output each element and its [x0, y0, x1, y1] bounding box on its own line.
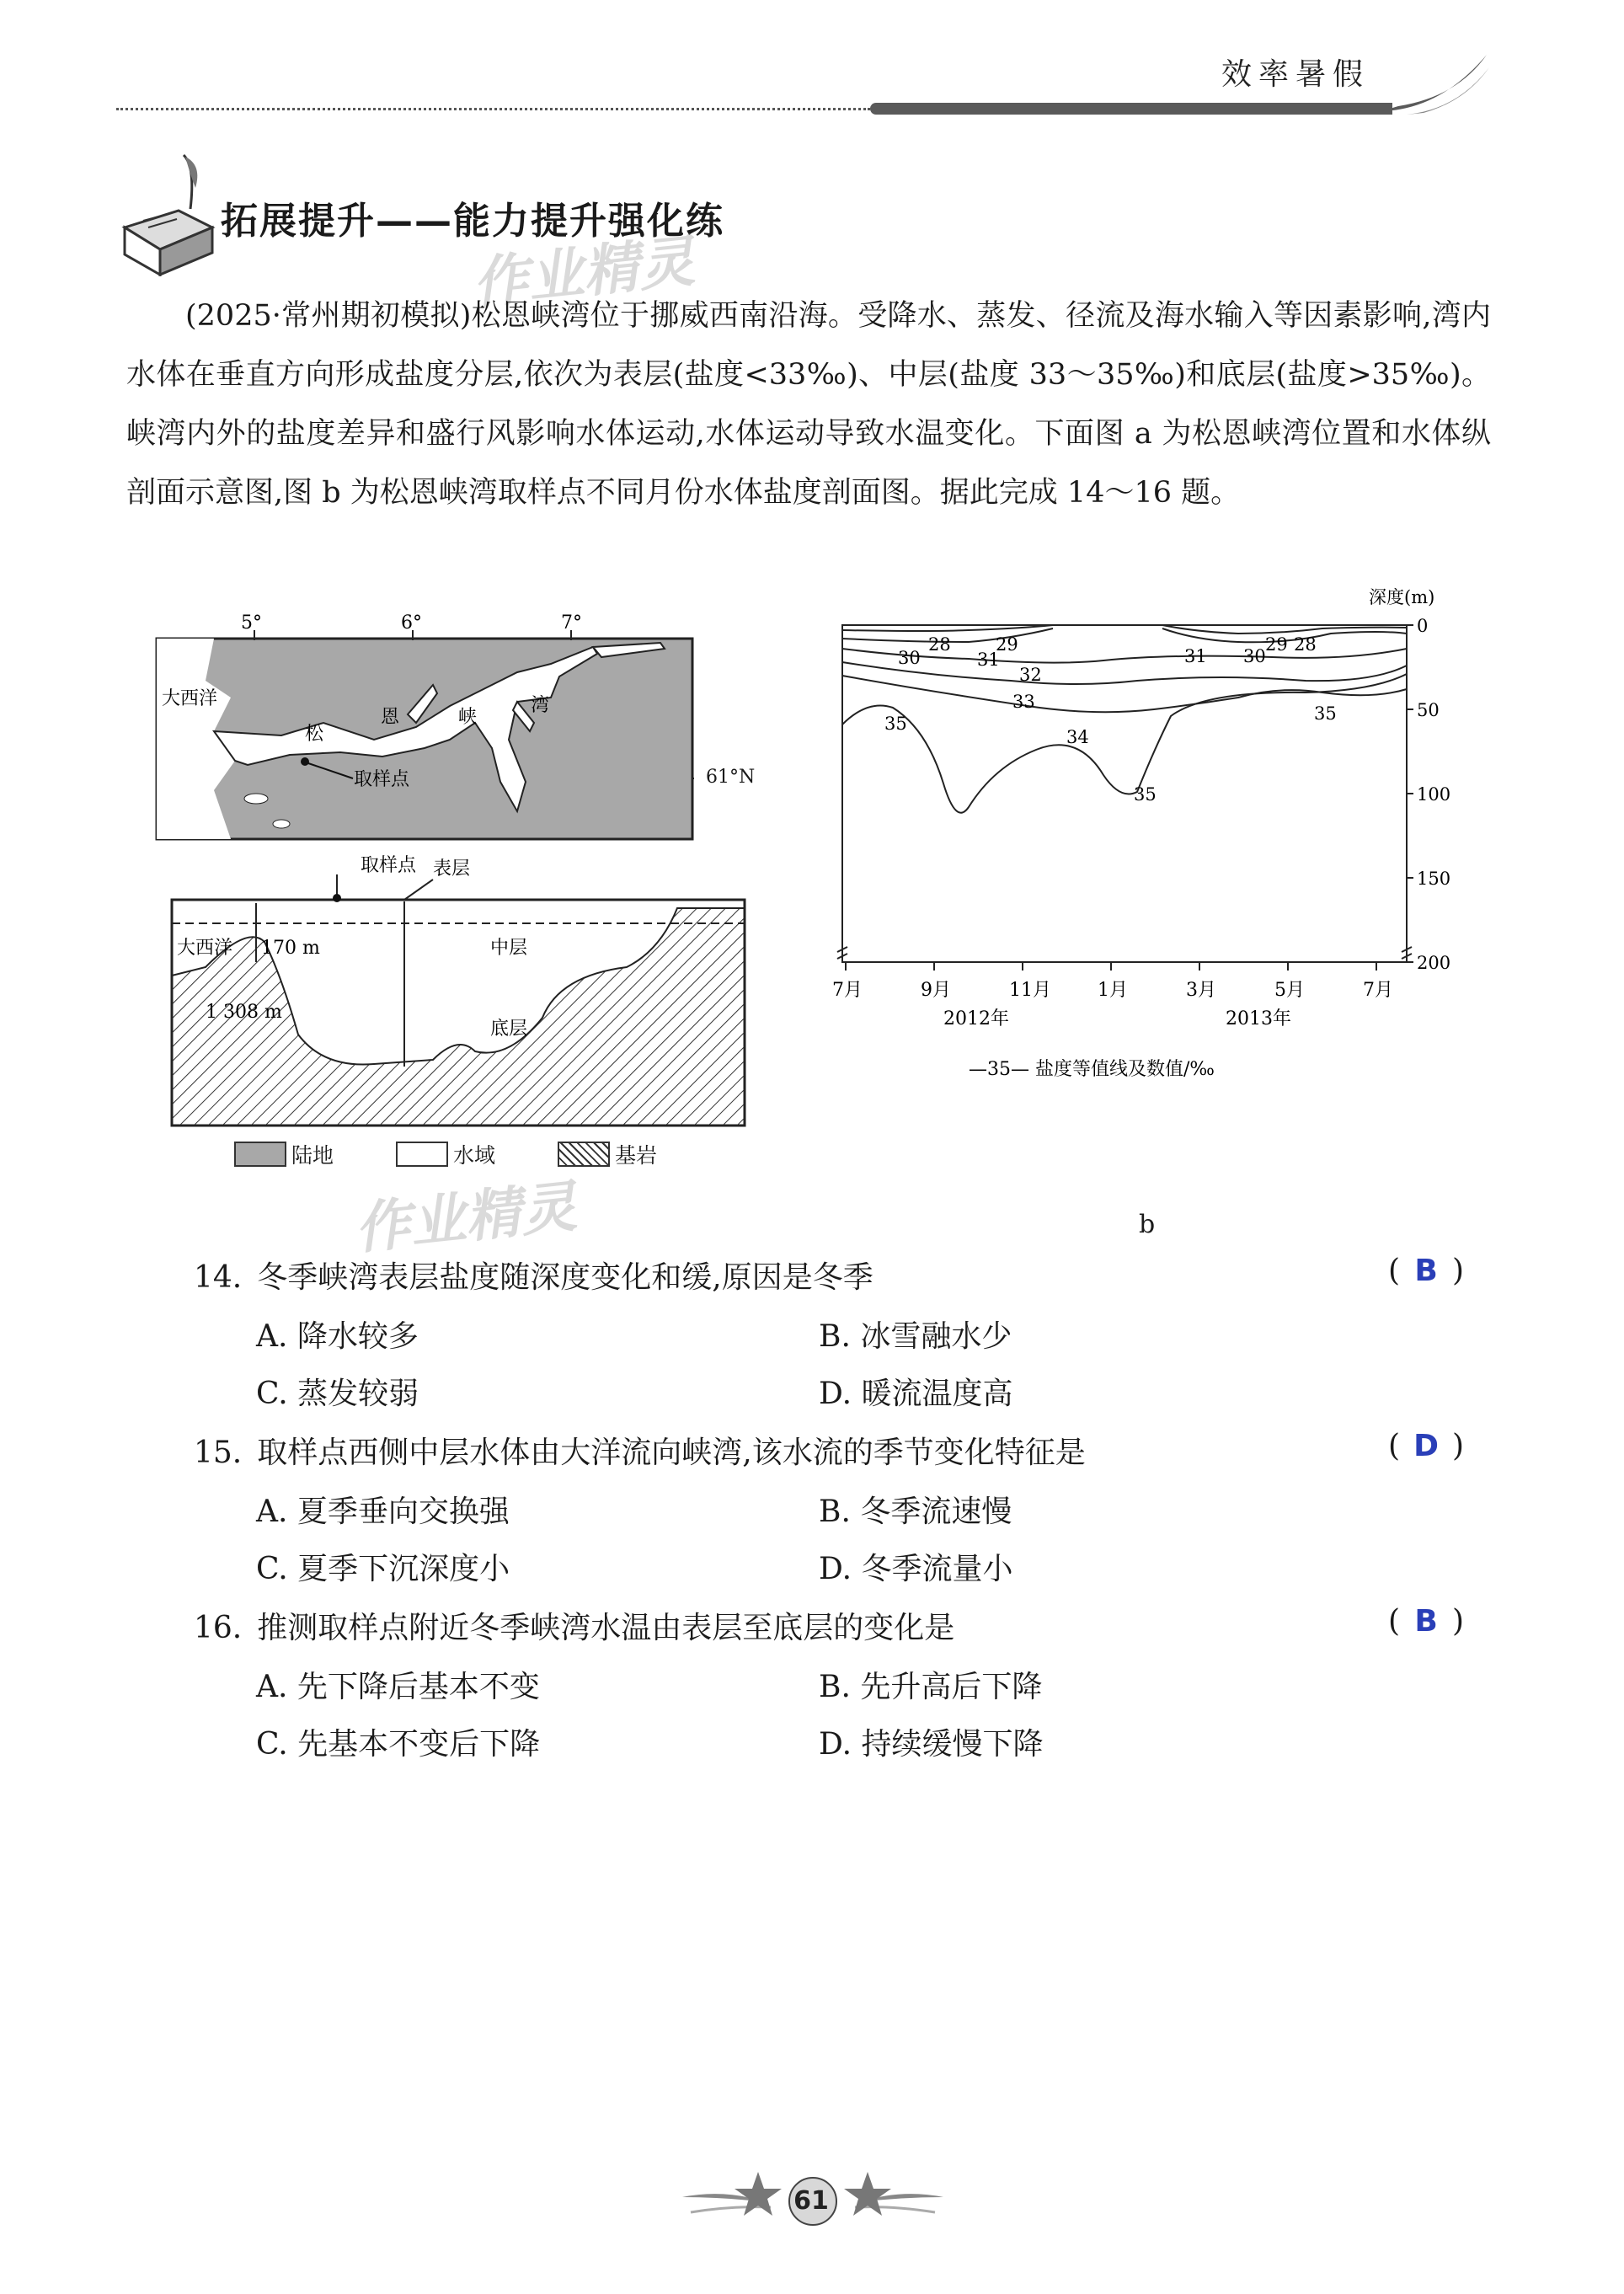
option-a[interactable]: A. 先下降后基本不变 — [256, 1670, 540, 1704]
answer-bracket: ( B ) — [1388, 1604, 1465, 1639]
intro-paragraph: (2025·常州期初模拟)松恩峡湾位于挪威西南沿海。受降水、蒸发、径流及海水输入等因素影响,湾内水体在垂直方向形成盐度分层,依次为表层(盐度<33‰)、中层(盐度 33～35‰)和底层(盐度>35‰)。峡湾内外的盐度差异和盛行风影响水体运动,水体运动导致水温变化。下面图 a 为松恩峡湾位置和水体纵剖面示意图,图 b 为松恩峡湾取样点不同月份水体盐度剖面图。据此完成 14～16 题。 — [126, 299, 1491, 510]
contour-label: 29 — [996, 634, 1018, 655]
option-a[interactable]: A. 夏季垂向交换强 — [256, 1495, 510, 1529]
map-label: 恩 — [381, 707, 400, 728]
question-text: 推测取样点附近冬季峡湾水温由表层至底层的变化是 — [257, 1611, 955, 1645]
lat-label: 61°N — [706, 767, 756, 788]
section-label: 170 m — [261, 938, 320, 959]
y-tick-label: 150 — [1417, 869, 1451, 889]
contour-label: 33 — [1012, 692, 1035, 712]
x-tick-label: 1月 — [1098, 980, 1128, 1001]
question-text: 取样点西侧中层水体由大洋流向峡湾,该水流的季节变化特征是 — [257, 1436, 1086, 1470]
option-b[interactable]: B. 先升高后下降 — [819, 1670, 1043, 1704]
sample-point-marker — [301, 757, 309, 766]
section-title: 拓展提升——能力提升强化练 — [221, 200, 724, 243]
contour-line — [842, 662, 1407, 684]
legend-item-land: 陆地 — [234, 1139, 334, 1169]
question-stem — [194, 1429, 1086, 1472]
contour-line — [842, 625, 1053, 631]
question-number: 15. — [194, 1436, 243, 1470]
question-stem — [194, 1604, 954, 1647]
map-label-sample-point: 取样点 — [354, 769, 410, 790]
map-label-atlantic: 大西洋 — [162, 688, 218, 709]
contour-line — [842, 674, 1407, 813]
answer-bracket: ( D ) — [1388, 1429, 1465, 1463]
question-number: 14. — [194, 1260, 243, 1295]
figure-b-label: b — [1139, 1210, 1156, 1239]
option-c[interactable]: C. 先基本不变后下降 — [256, 1727, 541, 1762]
x-tick-label: 9月 — [921, 980, 951, 1001]
contour-label: 35 — [1134, 784, 1157, 805]
x-tick-label: 7月 — [1363, 980, 1393, 1001]
x-tick-label: 7月 — [832, 980, 863, 1001]
x-tick-label: 3月 — [1186, 980, 1216, 1001]
header-swoosh-icon — [1381, 51, 1491, 118]
option-b[interactable]: B. 冰雪融水少 — [819, 1319, 1012, 1354]
x-tick-label: 5月 — [1274, 980, 1305, 1001]
contour-label: 30 — [898, 648, 921, 668]
section-label: 大西洋 — [177, 938, 233, 959]
map-label: 湾 — [531, 695, 550, 716]
question-stem — [194, 1254, 873, 1297]
answer-letter: B — [1414, 1254, 1438, 1288]
x-year-label: 2013年 — [1226, 1008, 1291, 1029]
option-d[interactable]: D. 持续缓慢下降 — [819, 1727, 1044, 1762]
contour-label: 34 — [1066, 727, 1089, 747]
chart-contours — [842, 625, 1407, 813]
question-text: 冬季峡湾表层盐度随深度变化和缓,原因是冬季 — [257, 1260, 873, 1295]
section-label: 底层 — [490, 1019, 528, 1040]
y-tick-label: 200 — [1417, 953, 1451, 973]
lon-label: 7° — [561, 613, 582, 634]
legend-item-bedrock: 基岩 — [558, 1139, 657, 1169]
chart-legend: —35— 盐度等值线及数值/‰ — [969, 1059, 1215, 1080]
y-tick-label: 50 — [1417, 700, 1440, 720]
contour-label: 32 — [1019, 665, 1042, 685]
legend-item-water: 水域 — [396, 1139, 495, 1169]
answer-letter: D — [1413, 1429, 1439, 1463]
figure-b-chart — [800, 581, 1508, 1112]
option-c[interactable]: C. 蒸发较弱 — [256, 1377, 419, 1411]
section-label: 表层 — [433, 858, 471, 880]
lon-label: 5° — [241, 613, 262, 634]
contour-label: 35 — [1314, 703, 1337, 724]
contour-label: 31 — [1184, 646, 1207, 666]
map-label: 峡 — [458, 707, 478, 728]
y-axis-label: 深度(m) — [1369, 587, 1435, 607]
watermark: 作业精灵 — [351, 1174, 580, 1262]
section-label: 取样点 — [361, 855, 417, 876]
contour-label: 31 — [977, 650, 1000, 670]
figure-a-section — [155, 849, 753, 1127]
contour-label: 35 — [884, 714, 907, 734]
contour-label: 28 — [928, 634, 951, 655]
book-quill-icon — [118, 150, 219, 276]
header-title: 效率暑假 — [1221, 57, 1370, 92]
contour-label: 28 — [1294, 634, 1317, 655]
watermark: 作业精灵 — [469, 228, 697, 317]
map-label: 松 — [305, 724, 324, 745]
option-d[interactable]: D. 冬季流量小 — [819, 1552, 1013, 1586]
contour-label: 29 — [1265, 634, 1288, 655]
page-number: 61 — [793, 2186, 829, 2216]
x-tick-label: 11月 — [1009, 980, 1051, 1001]
y-tick-label: 0 — [1417, 616, 1429, 636]
header-dotted-rule — [116, 108, 870, 110]
option-c[interactable]: C. 夏季下沉深度小 — [256, 1552, 510, 1586]
figure-a-map — [155, 613, 694, 841]
y-tick-label: 100 — [1417, 784, 1451, 805]
section-label: 1 308 m — [206, 1002, 282, 1023]
option-d[interactable]: D. 暖流温度高 — [819, 1377, 1013, 1411]
contour-label: 30 — [1243, 646, 1266, 666]
option-a[interactable]: A. 降水较多 — [256, 1319, 419, 1354]
x-year-label: 2012年 — [943, 1008, 1009, 1029]
header-bar — [870, 103, 1392, 115]
lon-label: 6° — [401, 613, 422, 634]
contour-line — [842, 649, 1407, 663]
answer-letter: B — [1414, 1604, 1438, 1639]
section-label: 中层 — [490, 938, 528, 959]
question-number: 16. — [194, 1611, 243, 1645]
option-b[interactable]: B. 冬季流速慢 — [819, 1495, 1012, 1529]
answer-bracket: ( B ) — [1388, 1254, 1465, 1288]
